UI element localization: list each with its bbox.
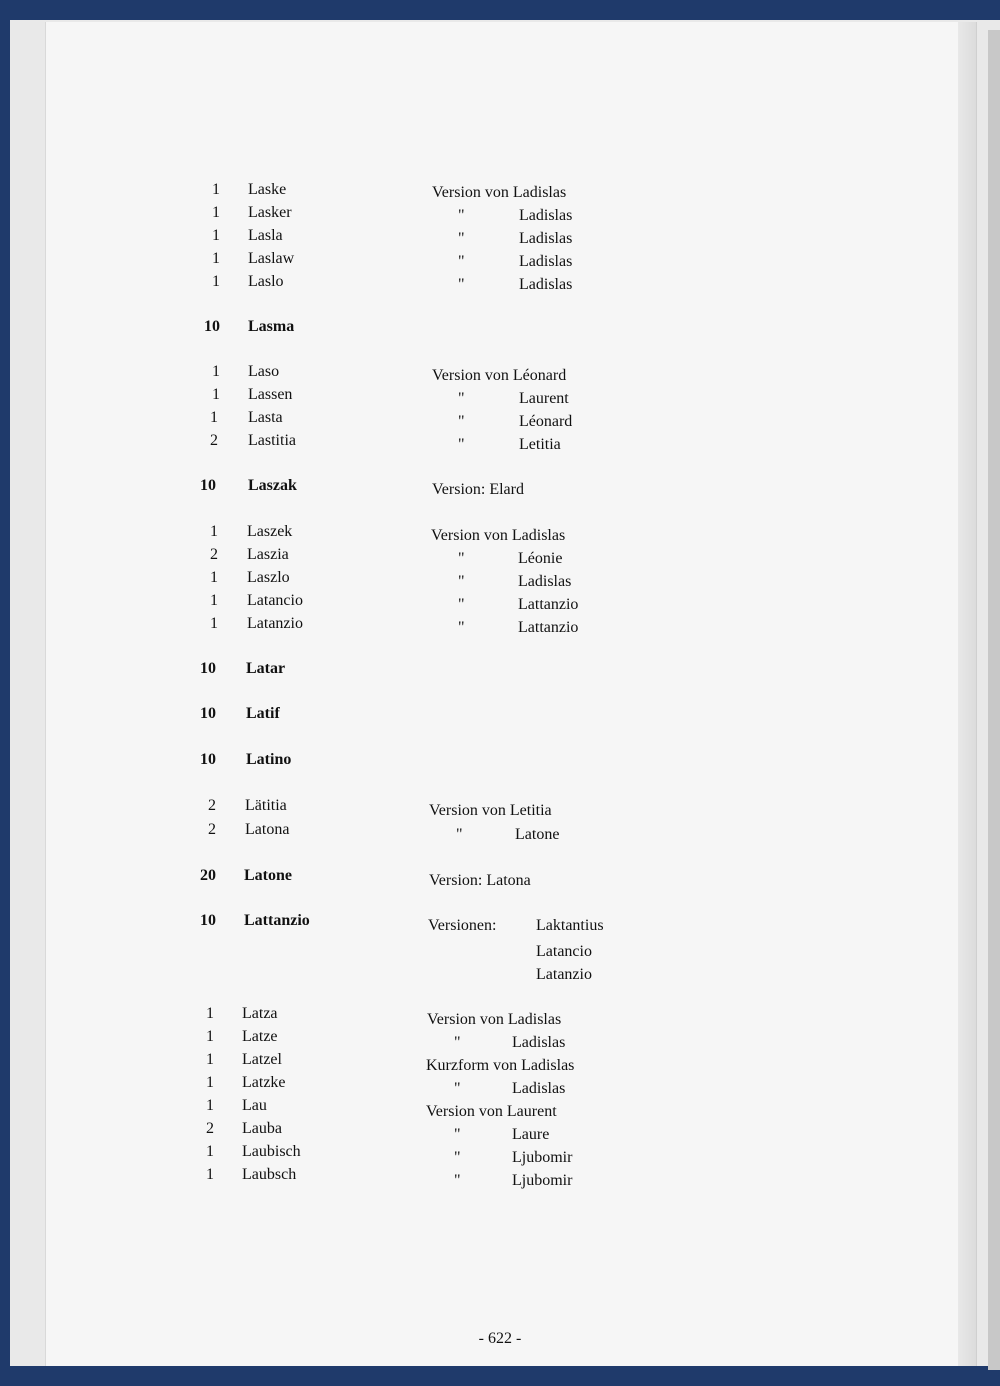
book-page xyxy=(46,22,976,1366)
entry-variant-target: Latanzio xyxy=(536,966,592,983)
ditto-mark: " xyxy=(458,573,465,590)
entry-variant-target: Ljubomir xyxy=(512,1172,573,1189)
entry-name: Laslaw xyxy=(248,250,295,267)
entry-count: 10 xyxy=(200,660,216,677)
entry-variant-target: Lattanzio xyxy=(518,619,579,636)
ditto-mark: " xyxy=(458,550,465,567)
entry-name: Lasma xyxy=(248,318,295,335)
entry-count: 1 xyxy=(212,273,220,290)
entry-name: Lauba xyxy=(242,1120,282,1137)
entry-variant-target: Léonie xyxy=(518,550,563,567)
ditto-mark: " xyxy=(458,413,465,430)
entry-variant-note: Kurzform von Ladislas xyxy=(426,1057,575,1074)
entry-name: Lassen xyxy=(248,386,293,403)
entry-name: Latza xyxy=(242,1005,278,1022)
entry-count: 1 xyxy=(212,181,220,198)
entry-count: 1 xyxy=(212,227,220,244)
entry-count: 2 xyxy=(208,821,216,838)
entry-variant-target: Latone xyxy=(515,826,560,843)
entry-count: 1 xyxy=(206,1143,214,1160)
entry-name: Latone xyxy=(244,867,292,884)
entry-variant-target: Laure xyxy=(512,1126,550,1143)
ditto-mark: " xyxy=(458,596,465,613)
entry-count: 1 xyxy=(210,569,218,586)
entry-count: 1 xyxy=(206,1166,214,1183)
entry-name: Lattanzio xyxy=(244,912,310,929)
entry-name: Laso xyxy=(248,363,280,380)
entry-count: 1 xyxy=(210,615,218,632)
ditto-mark: " xyxy=(458,230,465,247)
entry-name: Latancio xyxy=(247,592,303,609)
entry-count: 1 xyxy=(212,204,220,221)
entry-variant-target: Léonard xyxy=(519,413,573,430)
entry-variant-target: Latancio xyxy=(536,943,592,960)
entry-variant-target: Ljubomir xyxy=(512,1149,573,1166)
entry-count: 1 xyxy=(212,363,220,380)
entry-name: Laubsch xyxy=(242,1166,297,1183)
entry-count: 2 xyxy=(210,546,218,563)
entry-count: 1 xyxy=(206,1005,214,1022)
entry-variant-note: Version: Elard xyxy=(432,481,524,498)
entry-variant-target: Ladislas xyxy=(512,1034,566,1051)
entry-count: 1 xyxy=(210,592,218,609)
ditto-mark: " xyxy=(454,1126,461,1143)
entry-name: Lasta xyxy=(248,409,283,426)
entry-count: 10 xyxy=(200,477,216,494)
entry-count: 10 xyxy=(200,751,216,768)
entry-variant-note: Version von Letitia xyxy=(429,802,552,819)
ditto-mark: " xyxy=(454,1080,461,1097)
entry-count: 1 xyxy=(206,1097,214,1114)
entry-name: Laslo xyxy=(248,273,284,290)
ditto-mark: " xyxy=(458,276,465,293)
entry-variant-target: Ladislas xyxy=(512,1080,566,1097)
entry-name: Lätitia xyxy=(245,797,287,814)
ditto-mark: " xyxy=(454,1172,461,1189)
entry-name: Lau xyxy=(242,1097,267,1114)
ditto-mark: " xyxy=(458,390,465,407)
page-gutter xyxy=(958,22,976,1366)
next-page-edge xyxy=(988,30,1000,1370)
entry-name: Lasker xyxy=(248,204,292,221)
entry-variant-note: Version von Ladislas xyxy=(427,1011,562,1028)
entry-count: 1 xyxy=(212,250,220,267)
entry-name: Latino xyxy=(246,751,292,768)
entry-count: 2 xyxy=(206,1120,214,1137)
entry-variant-target: Lattanzio xyxy=(518,596,579,613)
entry-count: 2 xyxy=(208,797,216,814)
page-number: - 622 - xyxy=(478,1330,522,1347)
entry-variant-target: Ladislas xyxy=(518,573,572,590)
entry-variant-note: Version von Léonard xyxy=(432,367,567,384)
entry-variant-target: Ladislas xyxy=(519,253,573,270)
entry-count: 1 xyxy=(210,409,218,426)
entry-name: Latar xyxy=(246,660,286,677)
ditto-mark: " xyxy=(454,1149,461,1166)
entry-name: Latona xyxy=(245,821,290,838)
entry-variant-note: Version von Ladislas xyxy=(432,184,567,201)
ditto-mark: " xyxy=(458,436,465,453)
entry-variant-note: Version von Laurent xyxy=(426,1103,557,1120)
entry-count: 1 xyxy=(206,1028,214,1045)
entry-variant-target: Laktantius xyxy=(536,917,604,934)
entry-count: 10 xyxy=(200,705,216,722)
entry-variant-note: Version: Latona xyxy=(429,872,531,889)
entry-variant-note: Version von Ladislas xyxy=(431,527,566,544)
ditto-mark: " xyxy=(458,207,465,224)
entry-name: Latzke xyxy=(242,1074,286,1091)
entry-name: Lasla xyxy=(248,227,283,244)
entry-name: Latanzio xyxy=(247,615,303,632)
entry-name: Lastitia xyxy=(248,432,296,449)
entry-variant-target: Ladislas xyxy=(519,230,573,247)
entry-name: Laszia xyxy=(247,546,289,563)
entry-name: Laszek xyxy=(247,523,293,540)
entry-name: Laske xyxy=(248,181,287,198)
entry-variant-note: Versionen: xyxy=(428,917,497,934)
entry-count: 20 xyxy=(200,867,216,884)
ditto-mark: " xyxy=(458,619,465,636)
entry-count: 2 xyxy=(210,432,218,449)
entry-name: Laszlo xyxy=(247,569,290,586)
ditto-mark: " xyxy=(454,1034,461,1051)
entry-name: Latze xyxy=(242,1028,278,1045)
entry-count: 10 xyxy=(204,318,220,335)
entry-variant-target: Ladislas xyxy=(519,207,573,224)
entry-name: Latif xyxy=(246,705,280,722)
entry-variant-target: Letitia xyxy=(519,436,561,453)
entry-count: 1 xyxy=(212,386,220,403)
entry-name: Laubisch xyxy=(242,1143,301,1160)
entry-count: 1 xyxy=(210,523,218,540)
entry-count: 1 xyxy=(206,1074,214,1091)
ditto-mark: " xyxy=(456,826,463,843)
entry-variant-target: Laurent xyxy=(519,390,569,407)
entry-count: 10 xyxy=(200,912,216,929)
entry-name: Latzel xyxy=(242,1051,282,1068)
entry-name: Laszak xyxy=(248,477,297,494)
entry-variant-target: Ladislas xyxy=(519,276,573,293)
entry-count: 1 xyxy=(206,1051,214,1068)
ditto-mark: " xyxy=(458,253,465,270)
